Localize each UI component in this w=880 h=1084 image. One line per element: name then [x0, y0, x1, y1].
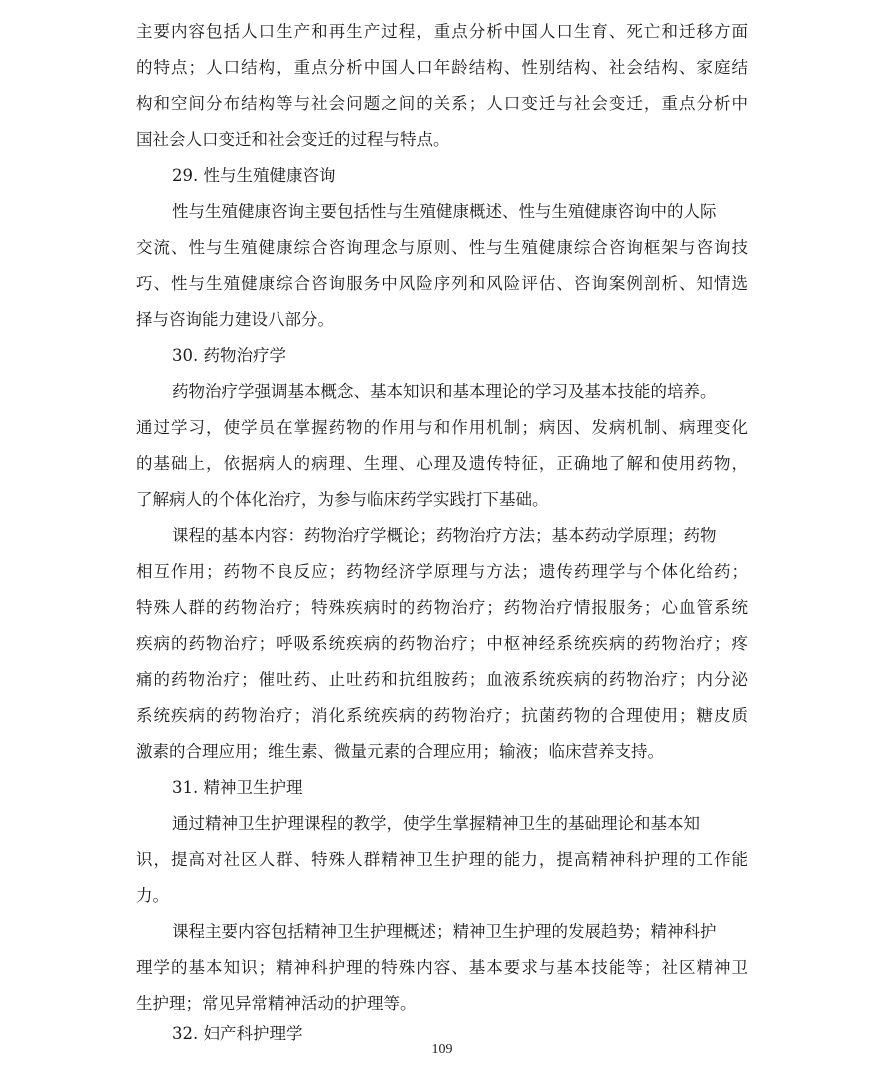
paragraph-line: 系统疾病的药物治疗；消化系统疾病的药物治疗；抗菌药物的合理使用；糖皮质: [136, 706, 748, 725]
paragraph-line: 通过学习，使学员在掌握药物的作用与和作用机制；病因、发病机制、病理变化: [136, 418, 748, 437]
paragraph-line: 了解病人的个体化治疗，为参与临床药学实践打下基础。: [136, 490, 549, 509]
paragraph-line: 药物治疗学强调基本概念、基本知识和基本理论的学习及基本技能的培养。: [172, 382, 717, 401]
paragraph-line: 课程的基本内容：药物治疗学概论；药物治疗方法；基本药动学原理；药物: [172, 526, 717, 545]
paragraph-line: 痛的药物治疗；催吐药、止吐药和抗组胺药；血液系统疾病的药物治疗；内分泌: [136, 670, 748, 689]
paragraph-line: 激素的合理应用；维生素、微量元素的合理应用；输液；临床营养支持。: [136, 742, 664, 761]
paragraph-line: 特殊人群的药物治疗；特殊疾病时的药物治疗；药物治疗情报服务；心血管系统: [136, 598, 748, 617]
paragraph-line: 巧、性与生殖健康综合咨询服务中风险序列和风险评估、咨询案例剖析、知情选: [136, 274, 748, 293]
section-heading-32: 32. 妇产科护理学: [172, 1024, 303, 1043]
paragraph-line: 生护理；常见异常精神活动的护理等。: [136, 994, 417, 1013]
paragraph-line: 通过精神卫生护理课程的教学，使学生掌握精神卫生的基础理论和基本知: [172, 814, 700, 833]
paragraph-line: 的基础上，依据病人的病理、生理、心理及遗传特征，正确地了解和使用药物，: [136, 454, 748, 473]
section-heading-31: 31. 精神卫生护理: [172, 778, 303, 797]
section-heading-30: 30. 药物治疗学: [172, 346, 286, 365]
paragraph-line: 主要内容包括人口生产和再生产过程，重点分析中国人口生育、死亡和迁移方面: [136, 22, 748, 41]
paragraph-line: 构和空间分布结构等与社会问题之间的关系；人口变迁与社会变迁，重点分析中: [136, 94, 748, 113]
paragraph-line: 性与生殖健康咨询主要包括性与生殖健康概述、性与生殖健康咨询中的人际: [172, 202, 717, 221]
paragraph-line: 课程主要内容包括精神卫生护理概述；精神卫生护理的发展趋势；精神科护: [172, 922, 717, 941]
paragraph-line: 择与咨询能力建设八部分。: [136, 310, 334, 329]
paragraph-line: 国社会人口变迁和社会变迁的过程与特点。: [136, 130, 450, 149]
paragraph-line: 识，提高对社区人群、特殊人群精神卫生护理的能力，提高精神科护理的工作能: [136, 850, 748, 869]
paragraph-line: 交流、性与生殖健康综合咨询理念与原则、性与生殖健康综合咨询框架与咨询技: [136, 238, 748, 257]
paragraph-line: 相互作用；药物不良反应；药物经济学原理与方法；遗传药理学与个体化给药；: [136, 562, 748, 581]
paragraph-line: 力。: [136, 886, 169, 905]
document-page: [136, 0, 748, 1084]
section-heading-29: 29. 性与生殖健康咨询: [172, 166, 336, 185]
page-number: 109: [431, 1042, 453, 1057]
paragraph-line: 的特点；人口结构，重点分析中国人口年龄结构、性别结构、社会结构、家庭结: [136, 58, 748, 77]
paragraph-line: 疾病的药物治疗；呼吸系统疾病的药物治疗；中枢神经系统疾病的药物治疗；疼: [136, 634, 748, 653]
paragraph-line: 理学的基本知识；精神科护理的特殊内容、基本要求与基本技能等；社区精神卫: [136, 958, 748, 977]
